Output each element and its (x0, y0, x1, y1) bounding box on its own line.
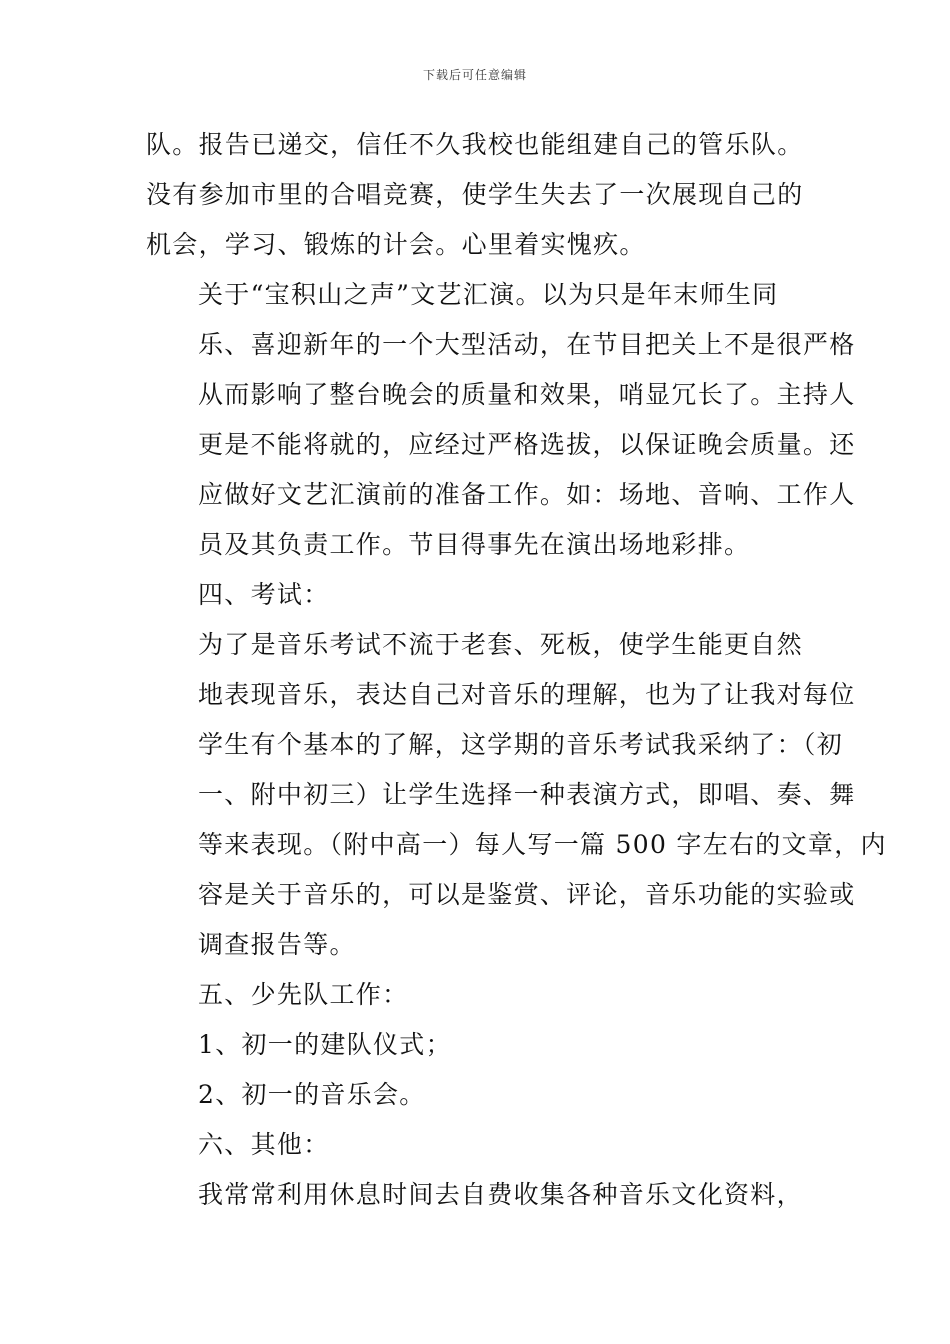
text-line: 2、初一的音乐会。 (198, 1080, 426, 1109)
text-line: 四、考试： (198, 580, 330, 609)
text-line: 从而影响了整台晚会的质量和效果，哨显冗长了。主持人 (198, 380, 856, 409)
section-heading-other (146, 1120, 808, 1170)
paragraph-exam (146, 620, 887, 970)
text-line: 一、附中初三）让学生选择一种表演方式，即唱、奏、舞 (198, 780, 856, 809)
text-line: 乐、喜迎新年的一个大型活动，在节目把关上不是很严格 (198, 330, 856, 359)
text-line: 学生有个基本的了解，这学期的音乐考试我采纳了：（初 (198, 730, 844, 759)
text-line: 更是不能将就的，应经过严格选拔，以保证晚会质量。还 (198, 430, 856, 459)
text-line: 六、其他： (198, 1130, 330, 1159)
text-line: 没有参加市里的合唱竞赛，使学生失去了一次展现自己的 (146, 180, 804, 209)
list-item (146, 1020, 808, 1070)
paragraph-other (146, 1170, 808, 1220)
section-heading-pioneers (146, 970, 808, 1020)
text-line: 机会，学习、锻炼的计会。心里着实愧疚。 (146, 230, 646, 259)
text-line: 关于“宝积山之声”文艺汇演。以为只是年末师生同 (198, 280, 779, 309)
text-line: 地表现音乐，表达自己对音乐的理解，也为了让我对每位 (198, 680, 856, 709)
text-line: 容是关于音乐的，可以是鉴赏、评论，音乐功能的实验或 (198, 880, 856, 909)
text-line: 为了是音乐考试不流于老套、死板，使学生能更自然 (198, 630, 803, 659)
text-line: 我常常利用休息时间去自费收集各种音乐文化资料， (198, 1180, 803, 1209)
text-line: 五、少先队工作： (198, 980, 409, 1009)
text-line: 应做好文艺汇演前的准备工作。如：场地、音响、工作人 (198, 480, 856, 509)
text-line: 等来表现。（附中高一）每人写一篇 500 字左右的文章，内 (198, 830, 887, 859)
text-line: 员及其负责工作。节目得事先在演出场地彩排。 (198, 530, 751, 559)
paragraph-art-show (146, 270, 856, 570)
page-header: 下载后可任意编辑 (422, 68, 527, 82)
text-line: 1、初一的建队仪式； (198, 1030, 452, 1059)
paragraph-continuation (146, 120, 808, 270)
text-line: 队。报告已递交，信任不久我校也能组建自己的管乐队。 (146, 130, 804, 159)
list-item (146, 1070, 808, 1120)
text-line: 调查报告等。 (198, 930, 356, 959)
section-heading-exam (146, 570, 808, 620)
document-body (146, 120, 887, 1220)
